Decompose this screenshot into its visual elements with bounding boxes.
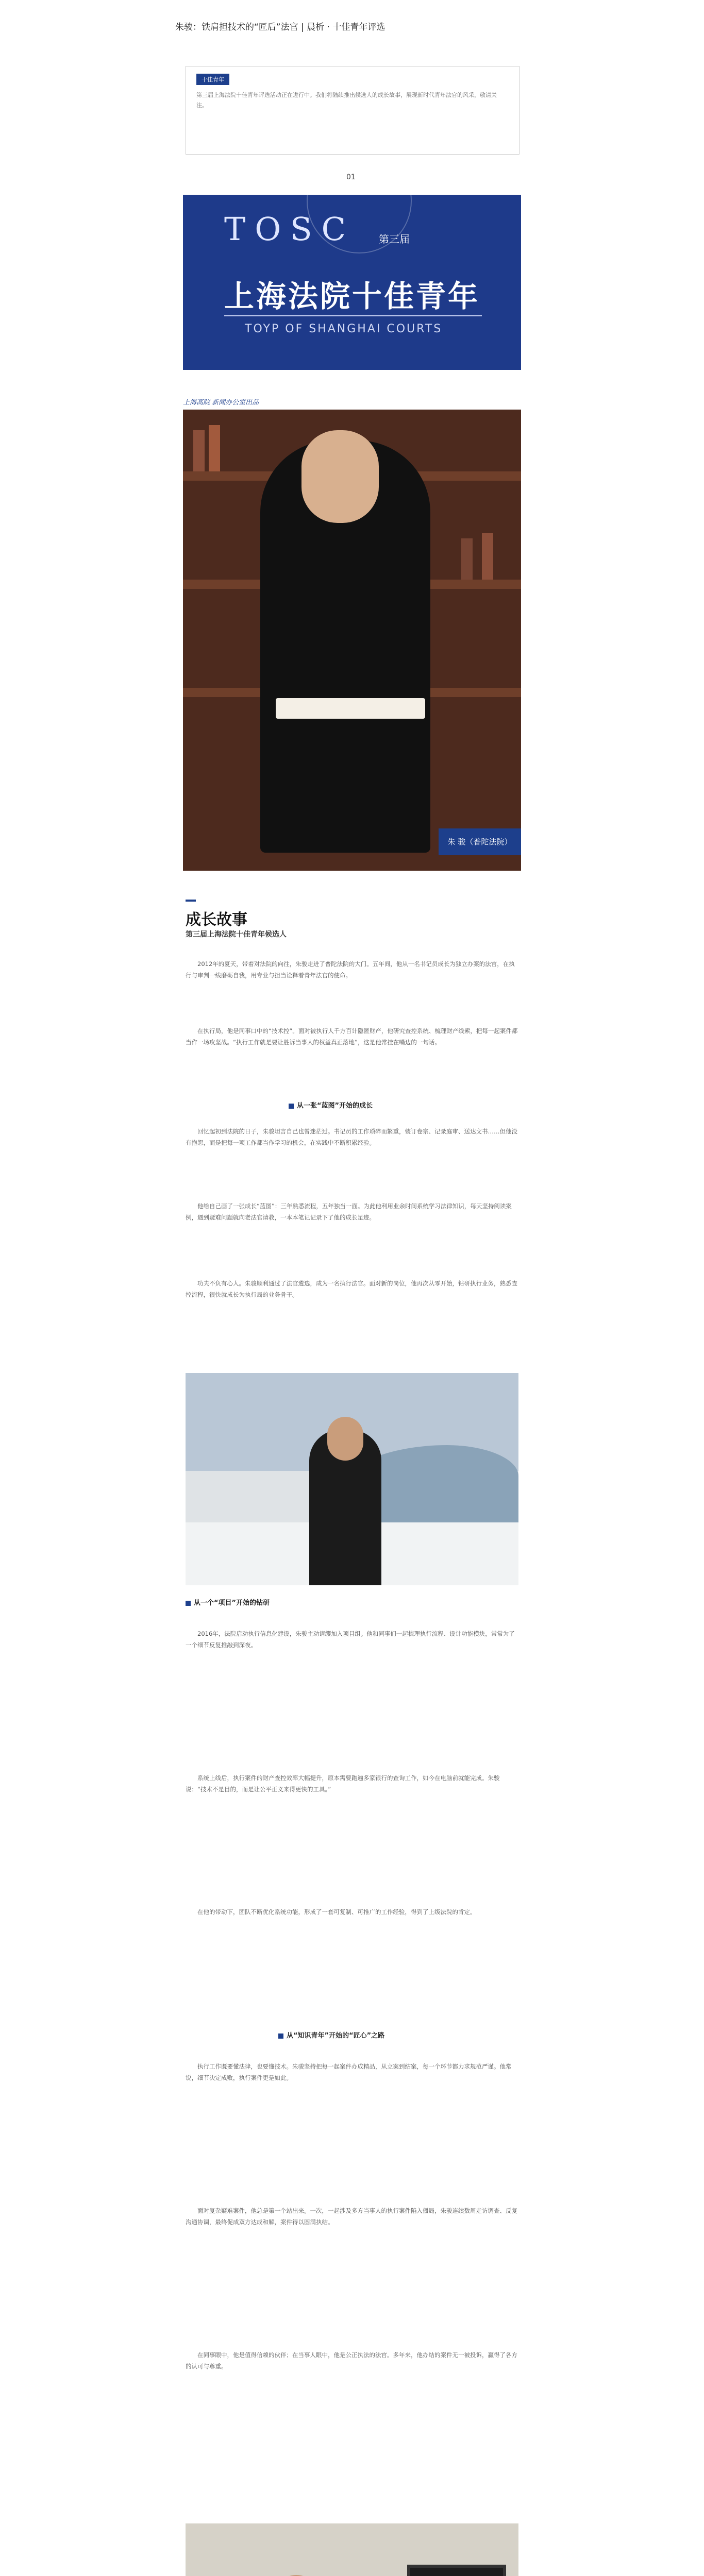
section-heading: 成长故事 [186, 911, 247, 929]
signature-script: 上海高院 新闻办公室出品 [183, 399, 259, 406]
body-paragraph: 在同事眼中，他是值得信赖的伙伴；在当事人眼中，他是公正执法的法官。多年来，他办结的案件无一被投诉，赢得了各方的认可与尊重。 [186, 2351, 517, 2370]
event-logo [183, 195, 521, 370]
page-number: 01 [346, 173, 356, 181]
logo-title-en: TOYP OF SHANGHAI COURTS [245, 323, 443, 335]
body-paragraph: 在他的带动下，团队不断优化系统功能，形成了一套可复制、可推广的工作经验，得到了上级法院的肯定。 [197, 1908, 476, 1916]
section-title-text: 从一个“项目”开始的钻研 [194, 1599, 270, 1607]
body-paragraph: 他给自己画了一张成长“蓝图”：三年熟悉流程，五年独当一面。为此他利用业余时间系统学习法律知识，每天坚持阅读案例，遇到疑难问题就向老法官请教，一本本笔记记录下了他的成长足迹。 [186, 1202, 512, 1221]
logo-edition: 第三届 [379, 233, 410, 245]
intro-paragraph: 2012年的夏天，带着对法院的向往，朱骏走进了普陀法院的大门。五年间，他从一名书记员成长为独立办案的法官，在执行与审判一线磨砺自我，用专业与担当诠释着青年法官的使命。 [186, 960, 515, 979]
body-paragraph: 回忆起初到法院的日子，朱骏坦言自己也曾迷茫过。书记员的工作琐碎而繁重，装订卷宗、记录庭审、送达文书……但他没有抱怨，而是把每一项工作都当作学习的机会，在实践中不断积累经验。 [186, 1128, 517, 1146]
section-subheading: 第三届上海法院十佳青年候选人 [186, 930, 287, 939]
section-title [186, 1597, 270, 1607]
book-spine [193, 430, 205, 471]
section-title [289, 1100, 373, 1110]
bullet-icon [186, 1601, 191, 1606]
body-paragraph: 功夫不负有心人。朱骏顺利通过了法官遴选，成为一名执行法官。面对新的岗位，他再次从零开始，钻研执行业务，熟悉查控流程，很快就成长为执行局的业务骨干。 [186, 1280, 517, 1298]
intro-paragraph: 在执行局，他是同事口中的“技术控”。面对被执行人千方百计隐匿财产，他研究查控系统、梳理财产线索，把每一起案件都当作一场攻坚战。“执行工作就是要让胜诉当事人的权益真正落地”，这是他常挂在嘴边的一句话。 [186, 1027, 518, 1046]
book-spine [461, 538, 473, 580]
article-title: 朱骏：铁肩担技术的“匠后”法官 | 晨析 · 十佳青年评选 [175, 22, 385, 32]
body-paragraph: 面对复杂疑难案件，他总是第一个站出来。一次，一起涉及多方当事人的执行案件陷入僵局，朱骏连续数周走访调查、反复沟通协调，最终促成双方达成和解，案件得以圆满执结。 [186, 2207, 517, 2226]
section-title-text: 从一张“蓝图”开始的成长 [297, 1102, 373, 1110]
body-paragraph: 2016年，法院启动执行信息化建设，朱骏主动请缨加入项目组。他和同事们一起梳理执行流程、设计功能模块，常常为了一个细节反复推敲到深夜。 [186, 1630, 515, 1649]
person-face [301, 430, 379, 523]
section-title [278, 2030, 384, 2040]
book-spine [209, 425, 220, 471]
person-face [327, 1417, 363, 1461]
computer-monitor [407, 2565, 506, 2576]
banner-tag: 十佳青年 [196, 74, 229, 85]
photo-caption: 朱 骏（普陀法院） [439, 828, 521, 855]
body-paragraph: 系统上线后，执行案件的财产查控效率大幅提升，原本需要跑遍多家银行的查询工作，如今在电脑前就能完成。朱骏说：“技术不是目的，而是让公平正义来得更快的工具。” [186, 1774, 500, 1793]
section-title-text: 从“知识青年”开始的“匠心”之路 [287, 2032, 385, 2040]
bullet-icon [289, 1104, 294, 1109]
photo-office [186, 2523, 518, 2576]
banner-text: 第三届上海法院十佳青年评选活动正在进行中。我们将陆续推出候选人的成长故事，展现新时代青年法官的风采，敬请关注。 [196, 92, 497, 109]
photo-snow-portrait [186, 1373, 518, 1585]
logo-title-cn: 上海法院十佳青年 [224, 279, 480, 314]
open-book [276, 698, 425, 719]
logo-mark: TOSC [224, 210, 356, 248]
logo-divider [224, 315, 482, 316]
hero-portrait [183, 410, 521, 871]
body-paragraph: 执行工作既要懂法律，也要懂技术。朱骏坚持把每一起案件办成精品，从立案到结案，每一个环节都力求规范严谨。他常说，细节决定成败，执行案件更是如此。 [186, 2063, 512, 2081]
intro-banner [186, 66, 519, 155]
heading-accent [186, 900, 196, 902]
book-spine [482, 533, 493, 580]
bullet-icon [278, 2033, 283, 2039]
